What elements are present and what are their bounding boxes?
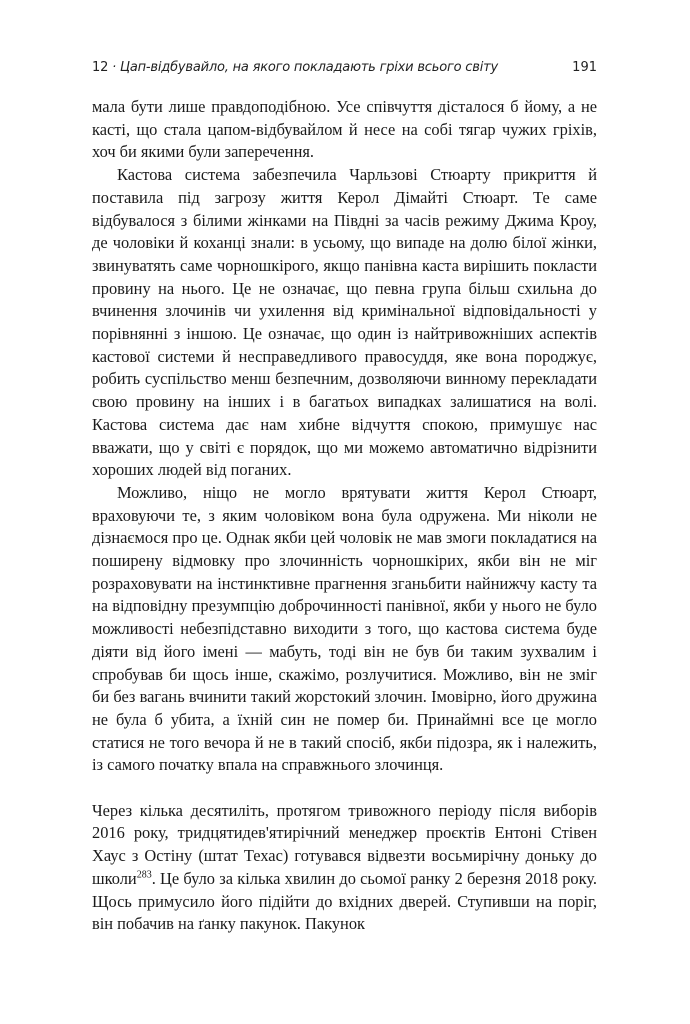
paragraph-text: Через кілька десятиліть, протягом тривожного періоду після виборів 2016 року, тридцятидев'ятирічний менеджер проєктів Ентоні Стівен Хаус з Остіну (штат Техас) готувався відвезти восьмирічну доньку до школи [92,800,597,888]
chapter-title: Цап-відбувайло, на якого покладають гріхи всього світу [119,60,498,75]
paragraph-continued: мала бути лише правдоподібною. Усе співчуття дісталося б йому, а не касті, що стала цапом-відбувайлом й несе на собі тягар чужих гріхів, хоч би якими були заперечення. [92,97,597,162]
page-number: 191 [572,60,597,75]
paragraph: Кастова система забезпечила Чарльзові Стюарту прикриття й поставила під загрозу життя Керол Дімайті Стюарт. Те саме відбувалося з білими жінками на Півдні за часів режиму Джима Кроу, де чоловіки й коханці знали: в усьому, що випаде на долю білої жінки, звинуватять саме чорношкірого, якщо панівна каста вирішить покласти провину на нього. Це не означає, що певна група більш схильна до вчинення злочинів чи ухилення від кримінальної відповідальності у порівнянні з іншою. Це означає, що один із найтривожніших аспектів кастової системи й несправедливого правосуддя, яке вона породжує, робить суспільство менш безпечним, дозволяючи винному перекладати свою провину на інших і в багатьох випадках залишатися на волі. Кастова система дає нам хибне відчуття спокою, примушує нас вважати, що у світі є порядок, що ми можемо автоматично відрізнити хороших людей від поганих. [92,165,597,480]
chapter-number: 12 [92,60,109,75]
body-text [92,96,597,936]
paragraph-new-section [92,800,597,936]
paragraph: Можливо, ніщо не могло врятувати життя Керол Стюарт, враховуючи те, з яким чоловіком вона була одружена. Ми ніколи не дізнаємося про це. Однак якби цей чоловік не мав змоги покладатися на поширену відмовку про злочинність чорношкірих, якби він не міг розраховувати на інстинктивне прагнення зганьбити найнижчу касту та на відповідну презумпцію доброчинності панівної, якби у нього не було можливості небезпідставно виходити з того, що кастова система буде діяти від його імені — мабуть, тоді він не був би таким зухвалим і спробував би щось інше, скажімо, розлучитися. Можливо, він не зміг би без вагань вчинити такий жорстокий злочин. Імовірно, його дружина не була б убита, а їхній син не помер би. Принаймні все це могло статися не того вечора й не в такий спосіб, якби підозра, як і належить, із самого початку впала на справжнього злочинця. [92,482,597,775]
footnote-reference[interactable]: 283 [136,869,152,881]
paragraph-text: . Це було за кілька хвилин до сьомої ранку 2 березня 2018 року. Щось примусило його підійти до вхідних дверей. Ступивши на поріг, він побачив на ґанку пакунок. Пакунок [92,868,597,934]
running-head [92,60,597,75]
head-separator: · [112,60,117,75]
chapter-heading [92,60,498,75]
